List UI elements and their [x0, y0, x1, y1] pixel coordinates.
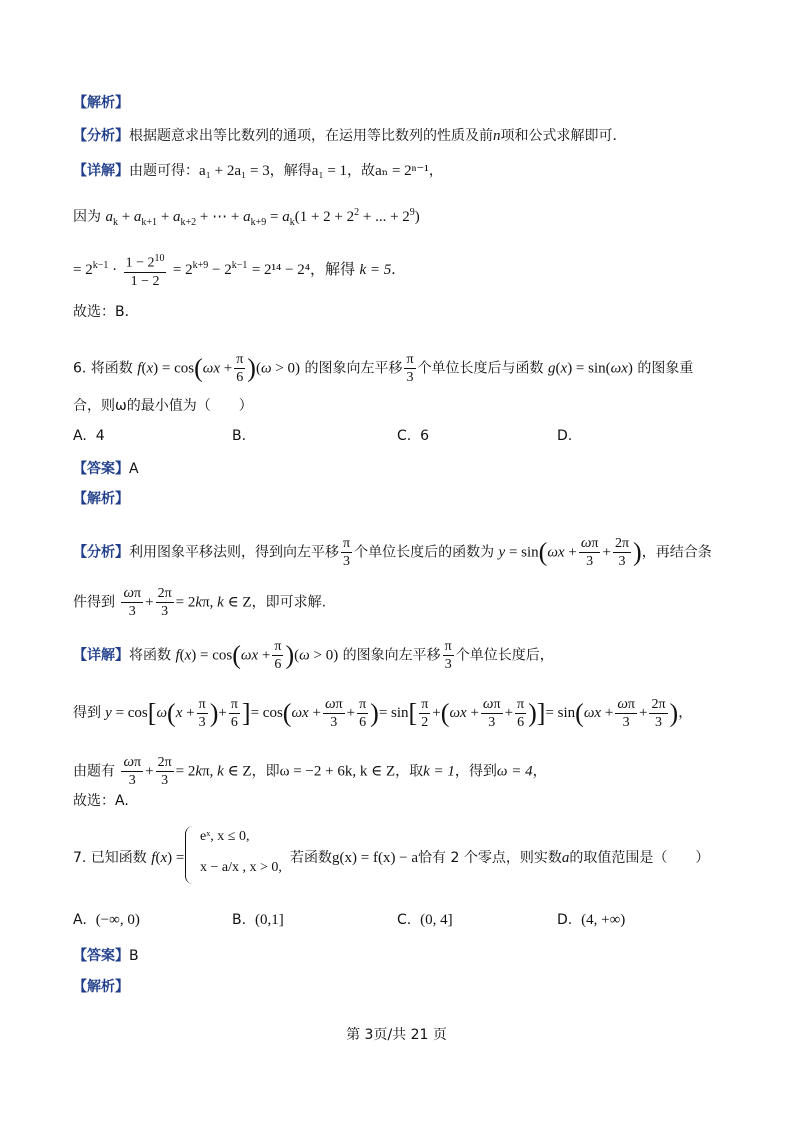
- analysis-q6-line2: 件得到 $\frac{\omega\pi}{3}$ + $\frac{2\pi}{3}$ = 2kπ, k ∈ Z，即可求解.: [73, 585, 327, 619]
- question-6-stem-line2: 合，则ω的最小值为（ ）: [73, 398, 253, 414]
- q6-option-c: C. 6: [397, 428, 430, 444]
- question-7-stem-b: 若函数g(x) = f(x) − a恰有 2 个零点，则实数a的取值范围是（ ）: [290, 850, 710, 866]
- piecewise-case-2: x − a/x , x > 0,: [200, 860, 282, 875]
- sum-line-q5: 因为 $a_k + a_{k+1} + a_{k+2}$ + ⋯ + $a_{k+9} = a_k(1 + 2 + 2^2$ + ... + $2^9$): [73, 207, 420, 228]
- calc-line-q5: = $2^{k-1}$ · $\frac{1 - 2^{10}}{1 - 2}$ = $2^{k+9} - 2^{k-1} = 2^{14} - 2^4$，解得 k = 5．: [73, 250, 405, 290]
- detail-q6: 【详解】将函数 f(x) = cos(ωx + $\frac{\pi}{6}$ )(ω > 0) 的图象向左平移 $\frac{\pi}{3}$ 个单位长度后，: [73, 639, 554, 672]
- q7-option-b: B. (0,1]: [232, 912, 284, 928]
- analysis-q5: 【分析】根据题意求出等比数列的通项，在运用等比数列的性质及前n项和公式求解即可．: [73, 128, 627, 144]
- answer-q6: 【答案】A: [73, 461, 139, 477]
- answer-q7: 【答案】B: [73, 948, 139, 964]
- analysis-header-q5: 【解析】: [73, 95, 129, 111]
- choose-q5: 故选：B．: [73, 304, 139, 320]
- q7-option-d: D. (4, +∞): [557, 912, 626, 928]
- piecewise-brace: [185, 826, 198, 884]
- analysis-q6: 【分析】利用图象平移法则，得到向左平移 $\frac{\pi}{3}$ 个单位长度后的函数为 y = sin(ωx + $\frac{\omega\pi}{3}$ + $\frac{2\pi}{3}$ )，再结合条: [73, 535, 712, 569]
- q6-option-b: B.: [232, 428, 247, 444]
- derivation-q6: 得到 y = cos[ω(x + $\frac{\pi}{3}$ )+ $\frac{\pi}{6}$ ]= cos(ωx + $\frac{\omega\pi}{3}$ + $\frac{\pi}{6}$ )= sin[ $\frac{\pi}{2}$ +(ωx + $\frac{\omega\pi}{3}$ + $\frac{\pi}{6}$ )]= sin(ωx + $\frac{\omega\pi}{3}$ + $\frac{2\pi}{3}$ )，: [73, 696, 693, 730]
- analysis-header-q6: 【解析】: [73, 491, 129, 507]
- analysis-header-q7: 【解析】: [73, 979, 129, 995]
- condition-q6: 由题有 $\frac{\omega\pi}{3}$ + $\frac{2\pi}{3}$ = 2kπ, k ∈ Z，即ω = −2 + 6k, k ∈ Z，取k = 1，得到ω = 4，: [73, 754, 547, 788]
- q6-option-d: D.: [557, 428, 573, 444]
- question-7-stem-a: 7. 已知函数 f(x) =: [73, 850, 185, 866]
- q7-option-a: A. (−∞, 0): [73, 912, 140, 928]
- q6-option-a: A. 4: [73, 428, 105, 444]
- page-footer: 第 3页/共 21 页: [346, 1027, 447, 1043]
- piecewise-case-1: eˣ, x ≤ 0,: [200, 829, 250, 844]
- question-6-stem: 6. 将函数 f(x) = cos(ωx + $\frac{\pi}{6}$ )(ω > 0) 的图象向左平移 $\frac{\pi}{3}$ 个单位长度后与函数 g(x) = sin(ωx) 的图象重: [73, 352, 694, 385]
- choose-q6: 故选：A.: [73, 793, 129, 809]
- detail-q5: 【详解】由题可得：a₁ + 2a₁ = 3，解得a₁ = 1，故aₙ = 2ⁿ⁻¹，: [73, 163, 443, 179]
- q7-option-c: C. (0, 4]: [397, 912, 453, 928]
